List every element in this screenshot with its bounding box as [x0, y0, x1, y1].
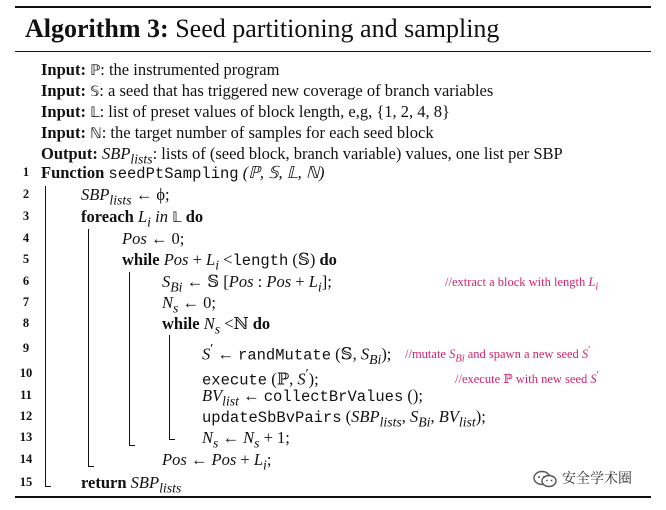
code-text: Pos ← 0; — [122, 229, 185, 248]
code-line — [15, 385, 651, 409]
code-comment: //mutate $S_{Bi}$ and spawn a new seed S′ — [405, 345, 591, 365]
line-number: 15 — [19, 475, 33, 489]
code-text: while $N_s$ <ℕ do — [162, 314, 271, 337]
line-number: 2 — [22, 187, 30, 201]
algorithm-title — [25, 13, 499, 45]
input-symbol: ℙ — [90, 63, 101, 79]
code-text: foreach $L_i$ in 𝕃 do — [81, 207, 204, 230]
line-number: 8 — [22, 316, 30, 330]
line-number: 7 — [22, 295, 30, 309]
code-text: $S_{Bi}$ ← 𝕊 [Pos : Pos + $L_i$]; — [162, 272, 332, 295]
title-rule — [15, 51, 651, 52]
code-line — [15, 162, 651, 183]
input-symbol: ℕ — [90, 126, 102, 142]
code-line — [15, 427, 651, 451]
line-number: 13 — [19, 430, 33, 444]
code-line — [15, 313, 651, 337]
line-number: 5 — [22, 252, 30, 266]
code-comment: //execute ℙ with new seed S′ — [455, 370, 599, 387]
input-list — [41, 59, 563, 167]
code-line — [15, 406, 651, 430]
algorithm-box — [15, 6, 651, 498]
input-keyword: Input: — [41, 123, 86, 142]
input-row — [41, 122, 563, 143]
code-text: execute (ℙ, S′); — [202, 366, 319, 390]
input-symbol: 𝕊 — [90, 84, 100, 100]
code-text: Pos ← Pos + $L_i$; — [162, 450, 272, 473]
output-description: : lists of (seed block, branch variable) values, one list per SBP — [152, 144, 563, 163]
line-number: 12 — [19, 409, 33, 423]
code-line — [15, 206, 651, 230]
watermark-text: 安全学术圈 — [562, 471, 632, 487]
code-text: return $SBP_{lists}$ — [81, 473, 182, 496]
code-text: $BV_{list}$ ← collectBrValues (); — [202, 386, 423, 409]
line-number: 1 — [22, 165, 30, 179]
output-row — [41, 143, 563, 167]
line-number: 10 — [19, 366, 33, 380]
algorithm-label: Algorithm 3: — [25, 14, 169, 43]
input-description: : the instrumented program — [100, 60, 280, 79]
algorithm-name: Seed partitioning and sampling — [175, 14, 500, 43]
code-line — [15, 449, 651, 473]
input-row — [41, 101, 563, 122]
wechat-icon — [532, 469, 558, 489]
code-text: S′ ← randMutate (𝕊, $S_{Bi}$); — [202, 341, 392, 367]
top-rule — [15, 6, 651, 8]
code-line — [15, 338, 651, 367]
input-row — [41, 59, 563, 80]
output-keyword: Output: — [41, 144, 98, 163]
line-number: 3 — [22, 209, 30, 223]
code-line — [15, 228, 651, 249]
code-line — [15, 363, 651, 390]
code-line — [15, 292, 651, 316]
input-description: : the target number of samples for each seed block — [101, 123, 434, 142]
input-keyword: Input: — [41, 81, 86, 100]
input-keyword: Input: — [41, 60, 86, 79]
code-text: $N_s$ ← 0; — [162, 293, 216, 316]
input-keyword: Input: — [41, 102, 86, 121]
line-number: 4 — [22, 231, 30, 245]
code-line — [15, 271, 651, 295]
code-line — [15, 184, 651, 208]
code-text: Function seedPtSampling (ℙ, 𝕊, 𝕃, ℕ) — [41, 163, 325, 183]
code-comment: //extract a block with length $L_i$ — [445, 275, 599, 293]
code-line — [15, 249, 651, 273]
code-text: $N_s$ ← $N_s + 1$; — [202, 428, 290, 451]
code-text: while Pos + $L_i$ <length (𝕊) do — [122, 250, 337, 273]
watermark — [532, 468, 632, 489]
line-number: 6 — [22, 274, 30, 288]
line-number: 14 — [19, 452, 33, 466]
input-description: : a seed that has triggered new coverage of branch variables — [99, 81, 494, 100]
input-symbol: 𝕃 — [90, 105, 100, 121]
input-description: : list of preset values of block length, e,g, {1, 2, 4, 8} — [99, 102, 450, 121]
output-subscript: lists — [130, 151, 153, 167]
bottom-rule — [15, 496, 651, 498]
line-number: 9 — [22, 341, 30, 355]
code-text: updateSbBvPairs ($SBP_{lists}$, $S_{Bi}$, $BV_{list}$); — [202, 407, 486, 430]
code-text: $SBP_{lists}$ ← ϕ; — [81, 185, 170, 208]
input-row — [41, 80, 563, 101]
output-variable: SBP — [101, 144, 131, 163]
line-number: 11 — [20, 388, 32, 402]
